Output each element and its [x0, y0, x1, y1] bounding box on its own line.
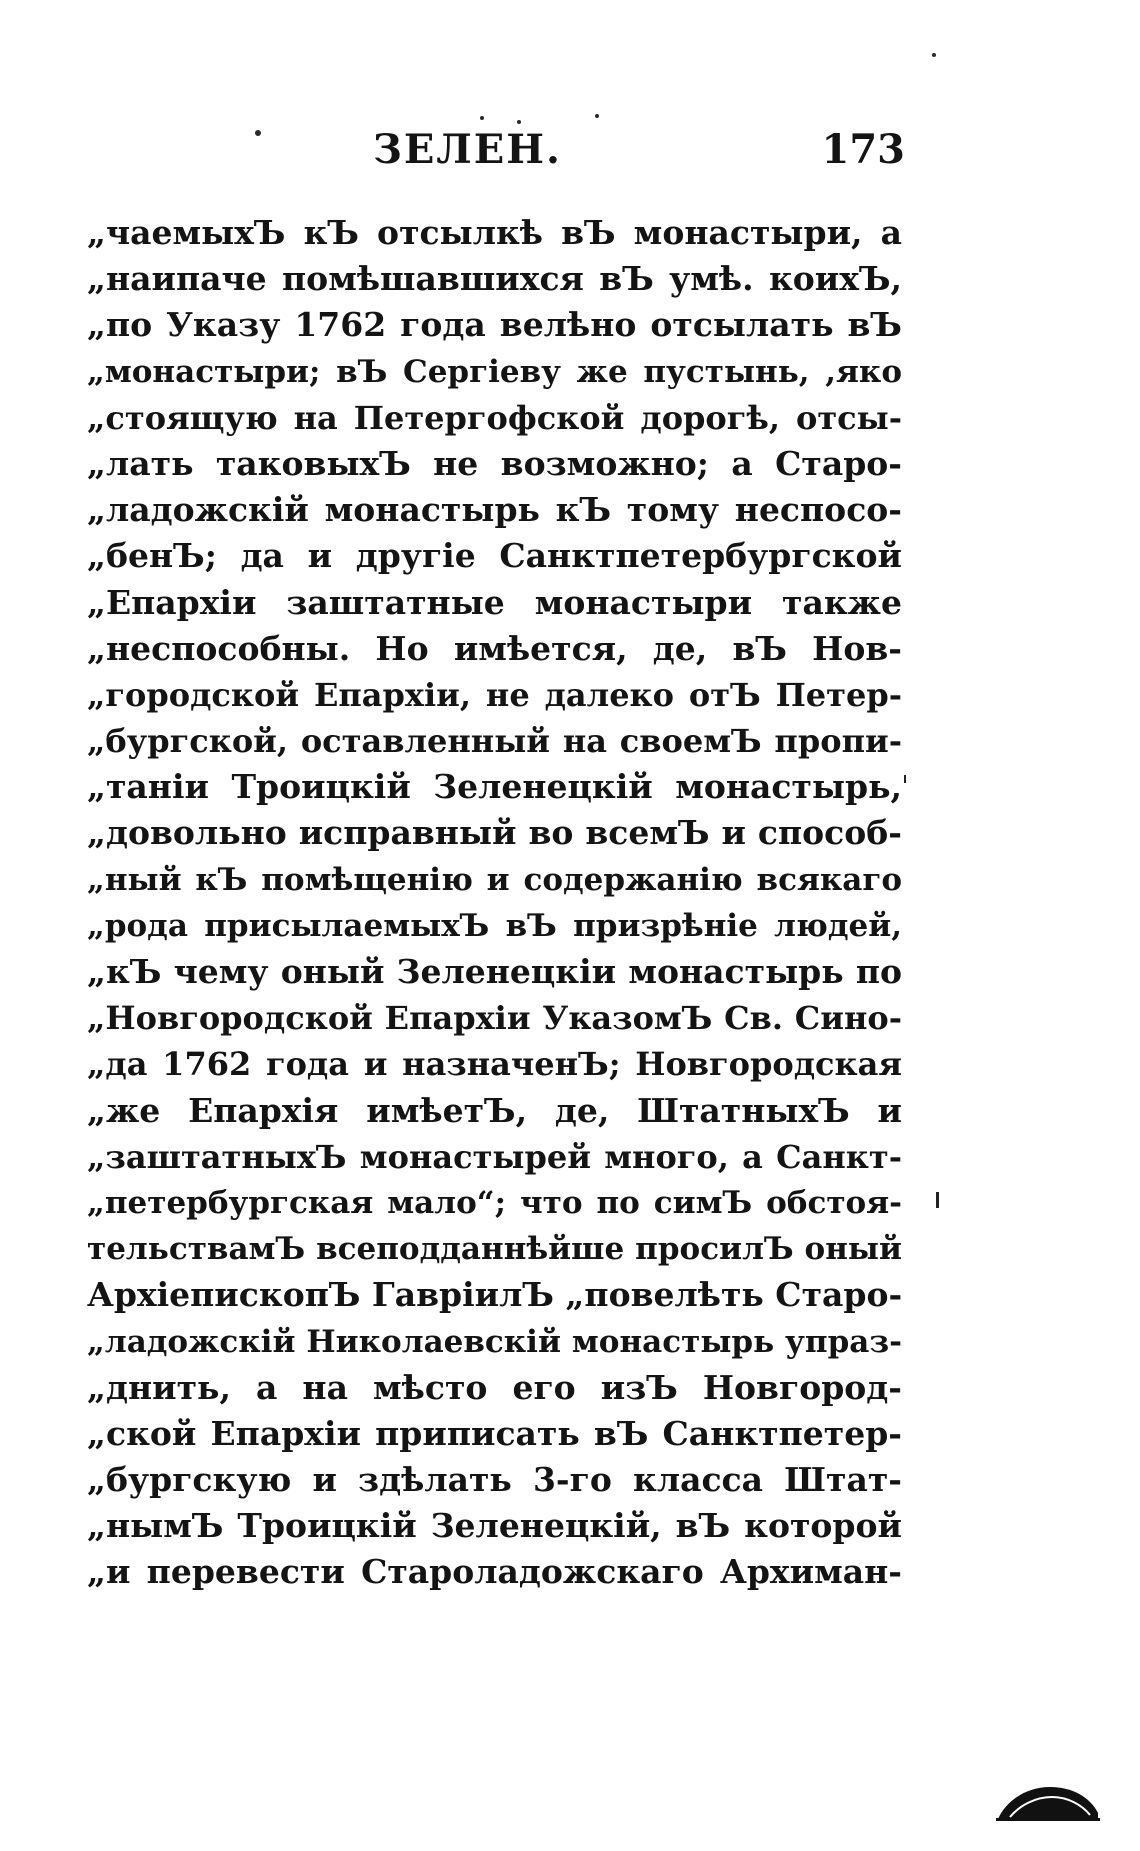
text-line: „же Епархія имѣетЪ, де, ШтатныхЪ и: [87, 1090, 902, 1130]
header-dot: [517, 120, 521, 124]
margin-mark: [904, 775, 906, 783]
text-line: „наипаче помѣшавшихся вЪ умѣ. коихЪ,: [87, 259, 902, 299]
text-line: „ладожскій монастырь кЪ тому неспосо-: [87, 490, 902, 530]
margin-dot: [932, 53, 936, 57]
text-line: „бургской, оставленный на своемЪ пропи-: [87, 722, 902, 761]
text-line: „стоящую на Петергофской дорогѣ, отсы-: [87, 398, 902, 437]
header-dot: [480, 116, 484, 120]
text-line: „кЪ чему оный Зеленецкіи монастырь по: [87, 952, 902, 991]
text-line: „Новгородской Епархіи УказомЪ Св. Сино-: [87, 999, 902, 1038]
text-line: „нымЪ Троицкій Зеленецкій, вЪ которой: [87, 1506, 902, 1546]
text-line: „ской Епархіи приписать вЪ Санктпетер-: [87, 1413, 902, 1453]
text-line: АрхіепископЪ ГавріилЪ „повелѣть Старо-: [87, 1275, 902, 1315]
page-header: [255, 122, 905, 182]
text-line: „бургскую и здѣлать 3-го класса Штат-: [87, 1460, 902, 1500]
text-line: „довольно исправный во всемЪ и способ-: [87, 813, 902, 853]
text-line: „ладожскій Николаевскій монастырь упраз-: [87, 1323, 902, 1360]
text-line: „чаемыхЪ кЪ отсылкѣ вЪ монастыри, а: [87, 213, 902, 252]
text-line: „неспособны. Но имѣется, де, вЪ Нов-: [87, 628, 902, 668]
text-line: „городской Епархіи, не далеко отЪ Петер-: [87, 675, 902, 714]
text-line: „ный кЪ помѣщенію и содержанію всякаго: [87, 861, 902, 898]
header-dot: [255, 130, 261, 136]
text-line: „монастыри; вЪ Сергіеву же пустынь, ,яко: [87, 353, 902, 390]
header-dot: [595, 114, 599, 118]
text-line: „и перевести Староладожскаго Архиман-: [87, 1552, 902, 1592]
text-line: „да 1762 года и назначенЪ; Новгородская: [87, 1045, 902, 1084]
text-line: „таніи Троицкій Зеленецкій монастырь,: [87, 767, 902, 807]
text-line: „днить, а на мѣсто его изЪ Новгород-: [87, 1367, 902, 1407]
margin-mark: [936, 1192, 939, 1208]
text-line: „Епархіи заштатные монастыри также: [87, 582, 902, 622]
text-line: „по Указу 1762 года велѣно отсылать вЪ: [87, 305, 902, 345]
tail-piece-ornament: [996, 1783, 1100, 1821]
page-number: 173: [821, 126, 905, 173]
text-line: „бенЪ; да и другіе Санктпетербургской: [87, 536, 902, 576]
text-line: „заштатныхЪ монастырей много, а Санкт-: [87, 1137, 902, 1176]
running-title: ЗЕЛЕН.: [373, 126, 562, 173]
text-line: „лать таковыхЪ не возможно; а Старо-: [87, 443, 902, 483]
text-line: „петербургская мало“; что по симЪ обстоя-: [87, 1184, 902, 1221]
body-text: [87, 210, 902, 1596]
text-line: тельствамЪ всеподданнѣйше просилЪ оный: [87, 1231, 902, 1268]
text-line: „рода присылаемыхЪ вЪ призрѣніе людей,: [87, 907, 902, 944]
